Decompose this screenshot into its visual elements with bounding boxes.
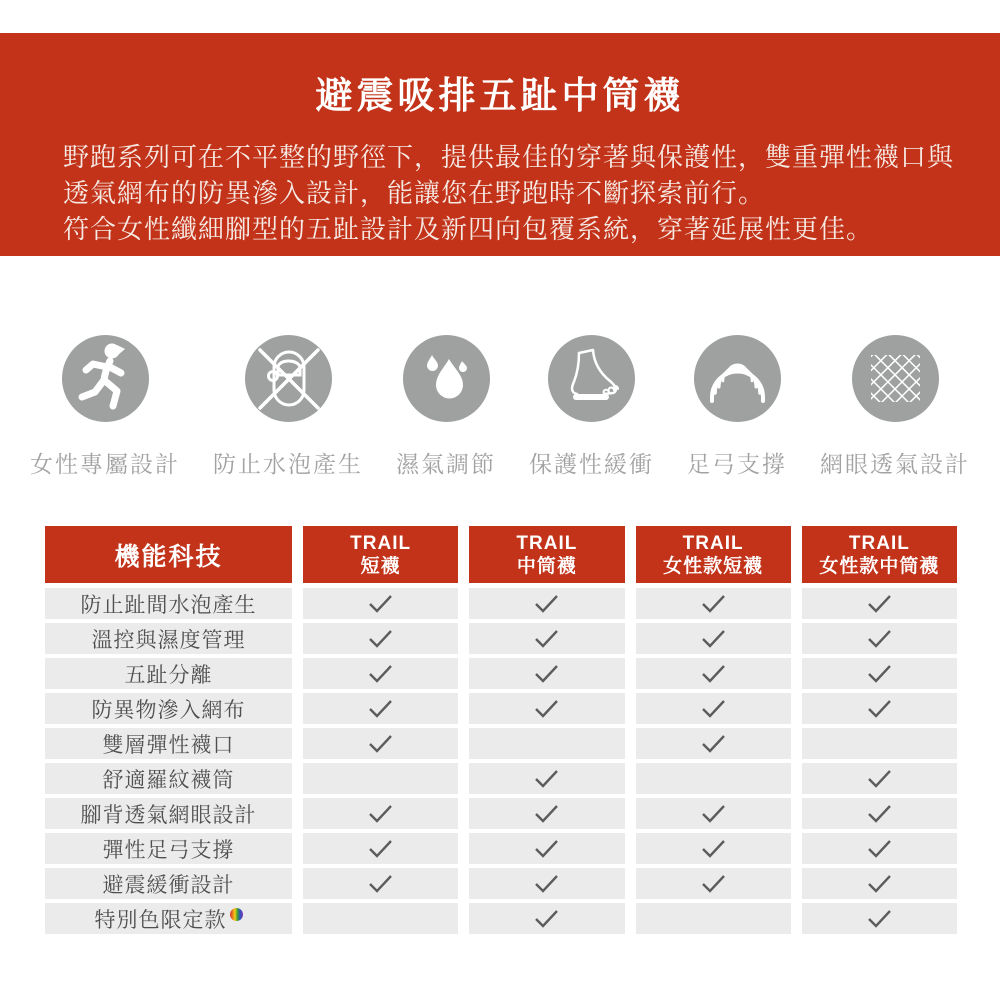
row-feature-label xyxy=(45,693,292,724)
header-trail-women-short xyxy=(636,526,791,583)
checkmark-icon xyxy=(867,594,892,613)
checkmark-icon xyxy=(534,664,559,683)
check-cell xyxy=(469,903,624,934)
checkmark-icon xyxy=(867,699,892,718)
feature-label: 防止水泡產生 xyxy=(213,451,363,477)
checkmark-icon xyxy=(534,874,559,893)
row-feature-label xyxy=(45,763,292,794)
check-cell xyxy=(469,868,624,899)
header-trail-short xyxy=(303,526,458,583)
moisture-control-icon xyxy=(403,335,490,422)
table-row xyxy=(45,833,957,864)
feature-label: 保護性緩衝 xyxy=(529,451,654,477)
checkmark-icon xyxy=(368,594,393,613)
feature-female-design xyxy=(30,335,180,479)
row-label-text: 五趾分離 xyxy=(124,663,213,687)
empty-cell xyxy=(802,728,957,759)
check-cell xyxy=(303,798,458,829)
feature-label: 女性專屬設計 xyxy=(30,451,180,477)
checkmark-icon xyxy=(867,909,892,928)
checkmark-icon xyxy=(701,699,726,718)
check-cell xyxy=(802,658,957,689)
product-title: 避震吸排五趾中筒襪 xyxy=(315,75,685,116)
row-label-text: 舒適羅紋襪筒 xyxy=(102,768,235,792)
check-cell xyxy=(802,623,957,654)
check-cell xyxy=(636,623,791,654)
check-cell xyxy=(802,763,957,794)
check-cell xyxy=(802,903,957,934)
feature-cushion xyxy=(529,335,654,479)
table-row xyxy=(45,623,957,654)
check-cell xyxy=(469,798,624,829)
feature-icon-row xyxy=(0,335,1000,479)
row-label-text: 雙層彈性襪口 xyxy=(102,733,235,757)
header-feature-column xyxy=(45,526,292,583)
checkmark-icon xyxy=(368,664,393,683)
product-type: 中筒襪 xyxy=(516,555,577,577)
checkmark-icon xyxy=(534,629,559,648)
checkmark-icon xyxy=(701,734,726,753)
header-trail-women-mid xyxy=(802,526,957,583)
row-feature-label xyxy=(45,903,292,934)
empty-cell xyxy=(636,903,791,934)
check-cell xyxy=(469,658,624,689)
table-body xyxy=(45,588,957,934)
checkmark-icon xyxy=(368,734,393,753)
feature-label: 濕氣調節 xyxy=(396,451,496,477)
table-row xyxy=(45,868,957,899)
check-cell xyxy=(303,693,458,724)
table-row xyxy=(45,693,957,724)
product-series: TRAIL xyxy=(682,532,744,554)
row-label-text: 溫控與濕度管理 xyxy=(91,628,246,652)
row-label-text: 特別色限定款 xyxy=(94,908,227,932)
female-runner-icon xyxy=(62,335,149,422)
checkmark-icon xyxy=(368,839,393,858)
checkmark-icon xyxy=(701,629,726,648)
check-cell xyxy=(469,763,624,794)
checkmark-icon xyxy=(534,804,559,823)
row-label-text: 避震緩衝設計 xyxy=(102,873,235,897)
check-cell xyxy=(303,623,458,654)
product-series: TRAIL xyxy=(848,532,910,554)
check-cell xyxy=(469,833,624,864)
checkmark-icon xyxy=(867,769,892,788)
checkmark-icon xyxy=(867,839,892,858)
row-label-text: 防異物滲入網布 xyxy=(91,698,246,722)
empty-cell xyxy=(303,903,458,934)
table-row xyxy=(45,728,957,759)
check-cell xyxy=(303,833,458,864)
row-feature-label xyxy=(45,798,292,829)
check-cell xyxy=(469,693,624,724)
row-feature-label xyxy=(45,833,292,864)
description-line: 符合女性纖細腳型的五趾設計及新四向包覆系統，穿著延展性更佳。 xyxy=(63,214,874,244)
table-row xyxy=(45,763,957,794)
feature-no-blister xyxy=(213,335,363,479)
checkmark-icon xyxy=(368,629,393,648)
row-feature-label xyxy=(45,623,292,654)
checkmark-icon xyxy=(701,664,726,683)
product-description xyxy=(63,139,960,247)
product-series: TRAIL xyxy=(350,532,412,554)
row-feature-label xyxy=(45,728,292,759)
check-cell xyxy=(303,868,458,899)
mesh-breathable-icon xyxy=(852,335,939,422)
table-row xyxy=(45,658,957,689)
empty-cell xyxy=(469,728,624,759)
check-cell xyxy=(802,798,957,829)
product-type: 女性款短襪 xyxy=(663,555,764,577)
checkmark-icon xyxy=(867,629,892,648)
empty-cell xyxy=(636,763,791,794)
checkmark-icon xyxy=(534,594,559,613)
no-blister-icon xyxy=(245,335,332,422)
feature-label: 網眼透氣設計 xyxy=(820,451,970,477)
checkmark-icon xyxy=(368,699,393,718)
check-cell xyxy=(802,693,957,724)
check-cell xyxy=(303,658,458,689)
check-cell xyxy=(303,728,458,759)
check-cell xyxy=(636,693,791,724)
description-line: 透氣網布的防異滲入設計，能讓您在野跑時不斷探索前行。 xyxy=(63,178,766,208)
checkmark-icon xyxy=(701,874,726,893)
checkmark-icon xyxy=(368,874,393,893)
arch-support-icon xyxy=(694,335,781,422)
check-cell xyxy=(303,588,458,619)
feature-moisture xyxy=(396,335,496,479)
check-cell xyxy=(802,833,957,864)
row-label-text: 腳背透氣網眼設計 xyxy=(80,803,257,827)
row-feature-label xyxy=(45,868,292,899)
check-cell xyxy=(802,588,957,619)
header-trail-mid xyxy=(469,526,624,583)
check-cell xyxy=(636,798,791,829)
product-type: 短襪 xyxy=(360,555,401,577)
checkmark-icon xyxy=(534,769,559,788)
table-header-row xyxy=(45,526,957,583)
check-cell xyxy=(636,658,791,689)
check-cell xyxy=(802,868,957,899)
description-line: 野跑系列可在不平整的野徑下，提供最佳的穿著與保護性，雙重彈性襪口與 xyxy=(63,142,955,172)
feature-arch xyxy=(687,335,787,479)
checkmark-icon xyxy=(368,804,393,823)
checkmark-icon xyxy=(701,804,726,823)
feature-comparison-table xyxy=(45,526,957,938)
product-type: 女性款中筒襪 xyxy=(819,555,940,577)
checkmark-icon xyxy=(867,874,892,893)
row-feature-label xyxy=(45,588,292,619)
checkmark-icon xyxy=(534,699,559,718)
checkmark-icon xyxy=(867,804,892,823)
header-feature-label: 機能科技 xyxy=(114,542,223,571)
checkmark-icon xyxy=(867,664,892,683)
check-cell xyxy=(636,588,791,619)
row-label-text: 彈性足弓支撐 xyxy=(102,838,235,862)
rainbow-dot-icon xyxy=(230,908,243,921)
row-label-text: 防止趾間水泡產生 xyxy=(80,593,257,617)
feature-mesh xyxy=(820,335,970,479)
foot-cushion-icon xyxy=(548,335,635,422)
check-cell xyxy=(469,623,624,654)
checkmark-icon xyxy=(701,839,726,858)
check-cell xyxy=(469,588,624,619)
check-cell xyxy=(636,833,791,864)
checkmark-icon xyxy=(534,839,559,858)
check-cell xyxy=(636,728,791,759)
empty-cell xyxy=(303,763,458,794)
table-row xyxy=(45,903,957,934)
checkmark-icon xyxy=(534,909,559,928)
table-row xyxy=(45,798,957,829)
product-series: TRAIL xyxy=(516,532,578,554)
row-feature-label xyxy=(45,658,292,689)
product-banner xyxy=(0,33,1000,256)
checkmark-icon xyxy=(701,594,726,613)
table-row xyxy=(45,588,957,619)
check-cell xyxy=(636,868,791,899)
feature-label: 足弓支撐 xyxy=(687,451,787,477)
